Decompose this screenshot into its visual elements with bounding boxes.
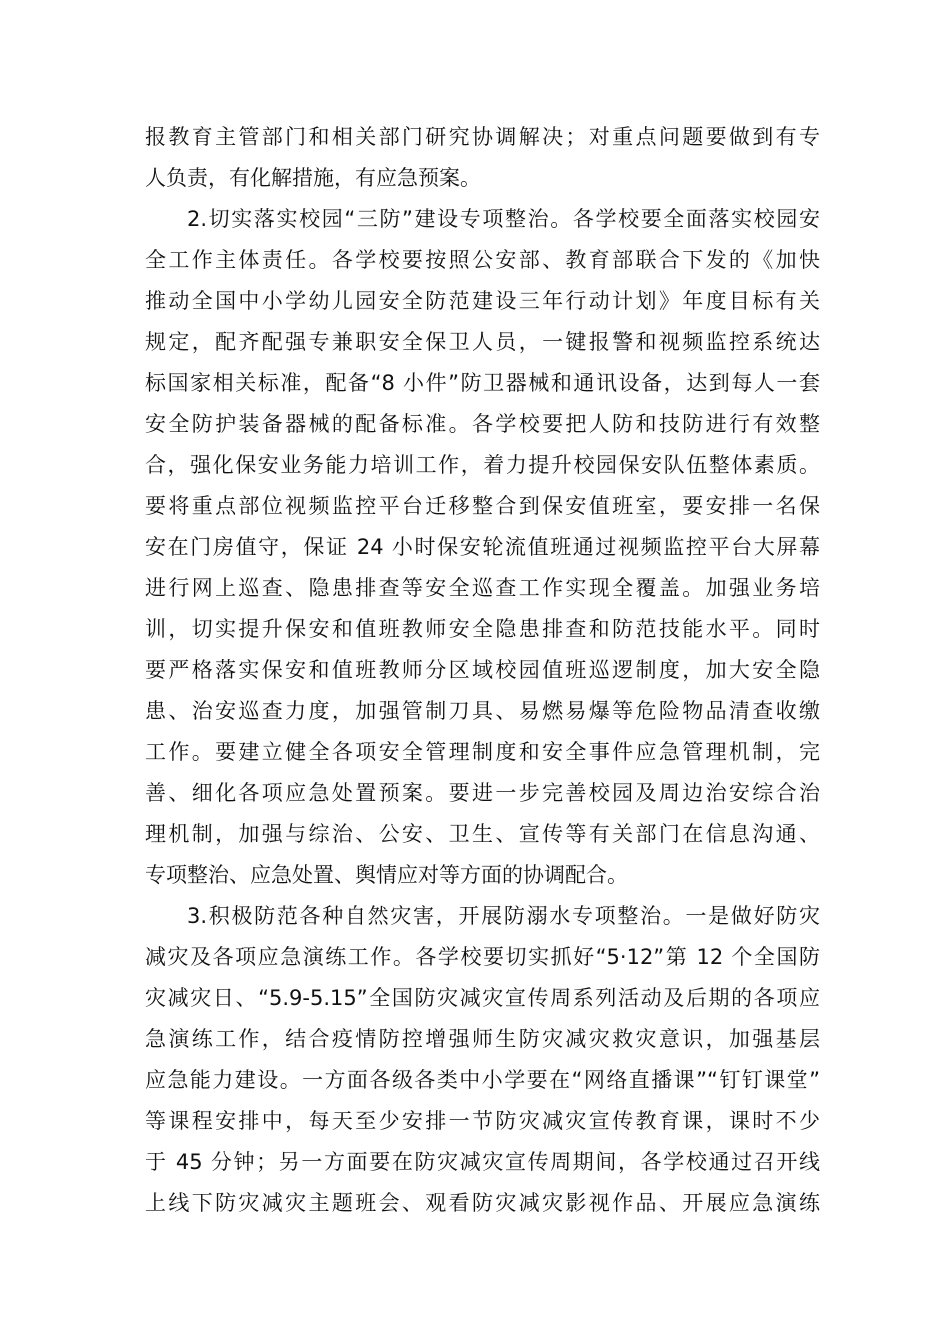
text-line: 安在门房值守，保证 24 小时保安轮流值班通过视频监控平台大屏幕 xyxy=(145,535,820,559)
text-line: 全工作主体责任。各学校要按照公安部、教育部联合下发的《加快 xyxy=(145,248,820,272)
text-line: 标国家相关标准，配备“8 小件”防卫器械和通讯设备，达到每人一套 xyxy=(145,371,820,395)
text-line: 急演练工作，结合疫情防控增强师生防灾减灾救灾意识，加强基层 xyxy=(145,1027,820,1051)
text-line: 人负责，有化解措施，有应急预案。 xyxy=(145,166,481,190)
text-line: 应急能力建设。一方面各级各类中小学要在“网络直播课”“钉钉课堂” xyxy=(145,1068,820,1092)
text-line: 安全防护装备器械的配备标准。各学校要把人防和技防进行有效整 xyxy=(145,412,820,436)
text-line: 灾减灾日、“5.9-5.15”全国防灾减灾宣传周系列活动及后期的各项应 xyxy=(145,986,820,1010)
text-line: 要严格落实保安和值班教师分区域校园值班巡逻制度，加大安全隐 xyxy=(145,658,820,682)
text-line: 专项整治、应急处置、舆情应对等方面的协调配合。 xyxy=(145,863,628,887)
text-line: 规定，配齐配强专兼职安全保卫人员，一键报警和视频监控系统达 xyxy=(145,330,820,354)
text-line: 训，切实提升保安和值班教师安全隐患排查和防范技能水平。同时 xyxy=(145,617,820,641)
text-line: 合，强化保安业务能力培训工作，着力提升校园保安队伍整体素质。 xyxy=(145,453,820,477)
text-line: 等课程安排中，每天至少安排一节防灾减灾宣传教育课，课时不少 xyxy=(145,1109,820,1133)
text-line: 患、治安巡查力度，加强管制刀具、易燃易爆等危险物品清查收缴 xyxy=(145,699,820,723)
text-line: 工作。要建立健全各项安全管理制度和安全事件应急管理机制，完 xyxy=(145,740,820,764)
text-line: 于 45 分钟；另一方面要在防灾减灾宣传周期间，各学校通过召开线 xyxy=(145,1150,820,1174)
text-line: 报教育主管部门和相关部门研究协调解决；对重点问题要做到有专 xyxy=(145,125,820,149)
paragraph-first-line: 2.切实落实校园“三防”建设专项整治。各学校要全面落实校园安 xyxy=(187,207,820,231)
document-body xyxy=(145,117,820,1224)
text-line: 上线下防灾减灾主题班会、观看防灾减灾影视作品、开展应急演练 xyxy=(145,1191,820,1215)
text-line: 推动全国中小学幼儿园安全防范建设三年行动计划》年度目标有关 xyxy=(145,289,820,313)
text-line: 善、细化各项应急处置预案。要进一步完善校园及周边治安综合治 xyxy=(145,781,820,805)
text-line: 进行网上巡查、隐患排查等安全巡查工作实现全覆盖。加强业务培 xyxy=(145,576,820,600)
text-line: 减灾及各项应急演练工作。各学校要切实抓好“5·12”第 12 个全国防 xyxy=(145,945,820,969)
text-line: 理机制，加强与综治、公安、卫生、宣传等有关部门在信息沟通、 xyxy=(145,822,820,846)
paragraph-first-line: 3.积极防范各种自然灾害，开展防溺水专项整治。一是做好防灾 xyxy=(187,904,820,928)
text-line: 要将重点部位视频监控平台迁移整合到保安值班室，要安排一名保 xyxy=(145,494,820,518)
